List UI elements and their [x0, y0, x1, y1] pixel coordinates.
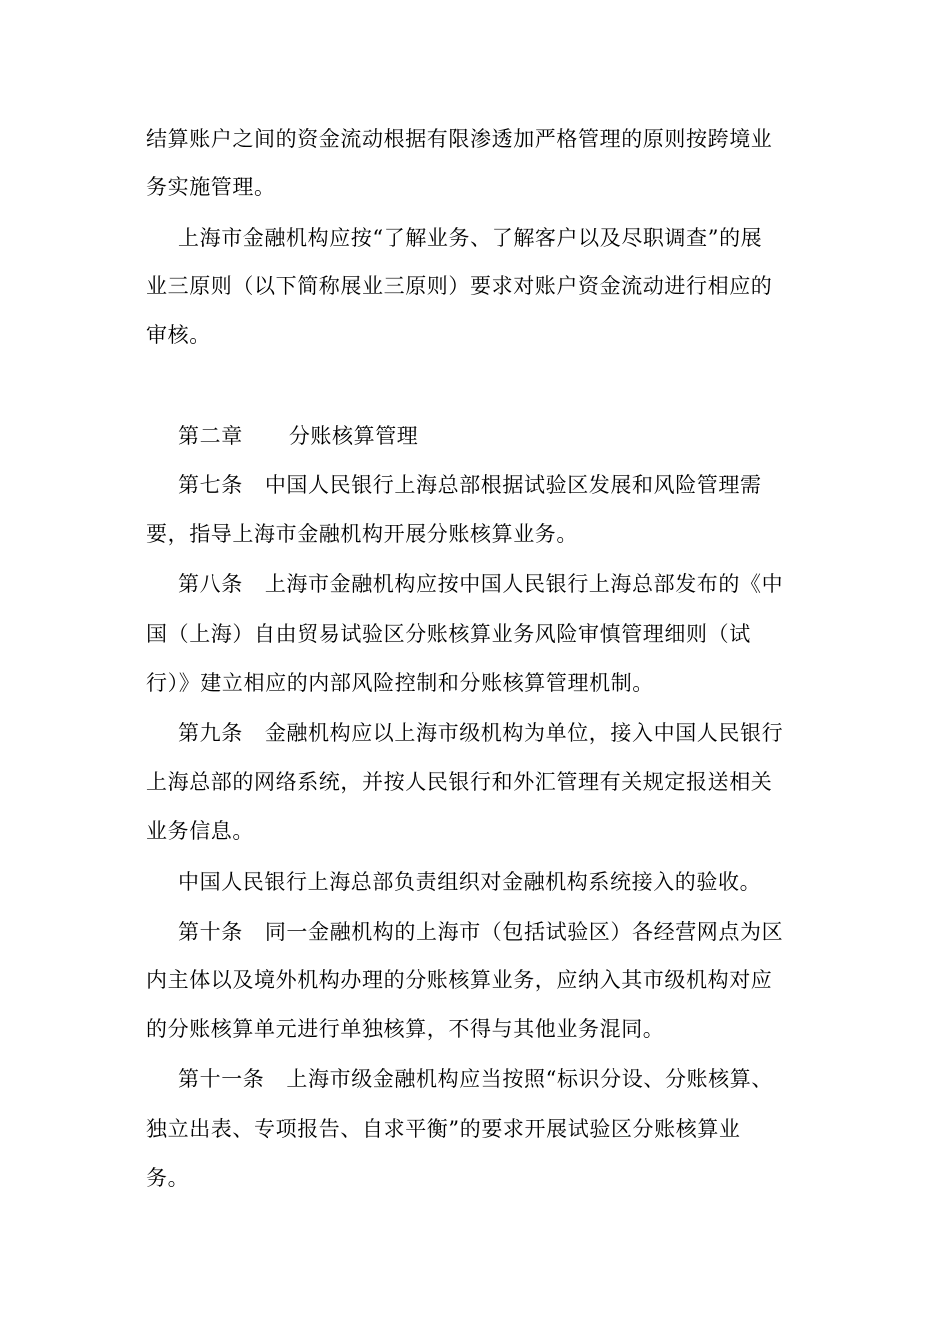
- paragraph-line: 的分账核算单元进行单独核算，不得与其他业务混同。: [146, 1017, 665, 1041]
- paragraph-line: 务。: [146, 1166, 190, 1190]
- article-number: 第十一条: [178, 1067, 265, 1091]
- paragraph-line: 国（上海）自由贸易试验区分账核算业务风险审慎管理细则（试: [146, 622, 751, 646]
- article-line: [178, 720, 783, 746]
- paragraph-line: 业三原则（以下简称展业三原则）要求对账户资金流动进行相应的: [146, 274, 773, 298]
- article-number: 第九条: [178, 721, 243, 745]
- chapter-number: 第二章: [178, 424, 243, 448]
- article-text: 上海市金融机构应按中国人民银行上海总部发布的《中: [264, 572, 784, 596]
- article-number: 第八条: [178, 572, 243, 596]
- paragraph-line: 中国人民银行上海总部负责组织对金融机构系统接入的验收。: [178, 870, 762, 894]
- paragraph-line: 结算账户之间的资金流动根据有限渗透加严格管理的原则按跨境业: [146, 127, 773, 151]
- article-line: [178, 472, 762, 498]
- article-text: 中国人民银行上海总部根据试验区发展和风险管理需: [264, 473, 762, 497]
- article-number: 第十条: [178, 920, 243, 944]
- paragraph-line: 业务信息。: [146, 819, 254, 843]
- paragraph-line: 独立出表、专项报告、自求平衡”的要求开展试验区分账核算业: [146, 1117, 741, 1141]
- article-line: [178, 1066, 773, 1092]
- paragraph-line: 内主体以及境外机构办理的分账核算业务，应纳入其市级机构对应: [146, 968, 773, 992]
- chapter-title: 分账核算管理: [288, 424, 419, 448]
- article-line: [178, 919, 783, 945]
- chapter-heading: [178, 423, 418, 449]
- article-line: [178, 571, 783, 597]
- paragraph-line: 行）》建立相应的内部风险控制和分账核算管理机制。: [146, 671, 654, 695]
- article-text: 同一金融机构的上海市（包括试验区）各经营网点为区: [264, 920, 784, 944]
- article-text: 上海市级金融机构应当按照“标识分设、分账核算、: [286, 1067, 773, 1091]
- paragraph-line: 上海总部的网络系统，并按人民银行和外汇管理有关规定报送相关: [146, 770, 773, 794]
- paragraph-line: 务实施管理。: [146, 175, 276, 199]
- paragraph-line: 审核。: [146, 323, 211, 347]
- paragraph-line: 要，指导上海市金融机构开展分账核算业务。: [146, 522, 578, 546]
- paragraph-line: 上海市金融机构应按“了解业务、了解客户以及尽职调查”的展: [178, 226, 763, 250]
- article-number: 第七条: [178, 473, 243, 497]
- article-text: 金融机构应以上海市级机构为单位，接入中国人民银行: [264, 721, 784, 745]
